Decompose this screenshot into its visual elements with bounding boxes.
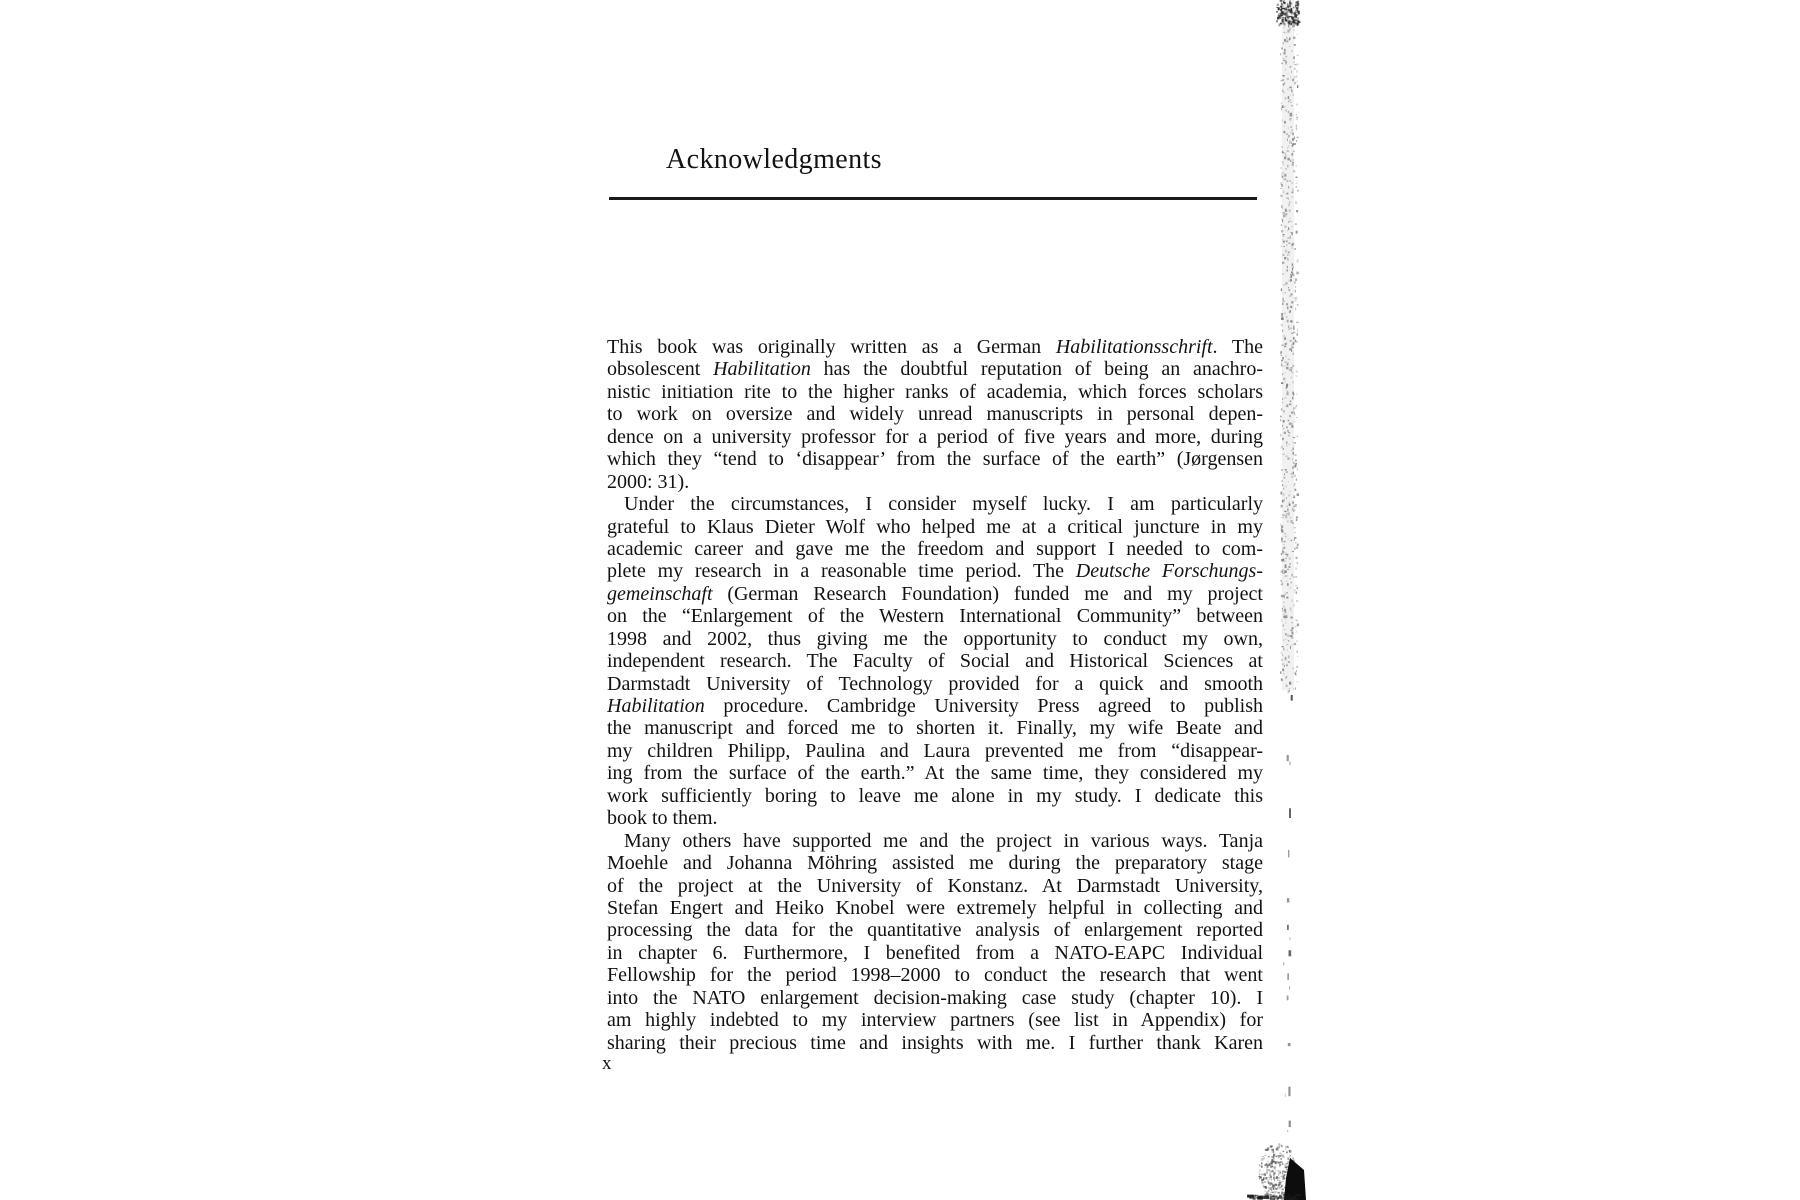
- text-line: obsolescent Habilitation has the doubtful reputation of being an anachro-: [607, 358, 1263, 381]
- text-line: sharing their precious time and insights with me. I further thank Karen: [607, 1031, 1263, 1054]
- text-line: of the project at the University of Konstanz. At Darmstadt University,: [607, 874, 1263, 897]
- text-line: Under the circumstances, I consider myself lucky. I am particularly: [624, 493, 1263, 516]
- page-number: x: [602, 1053, 612, 1074]
- text-line: into the NATO enlargement decision-making case study (chapter 10). I: [607, 986, 1263, 1009]
- text-line: ing from the surface of the earth.” At the same time, they considered my: [607, 762, 1263, 785]
- heading-rule: [609, 197, 1257, 200]
- text-line: Many others have supported me and the project in various ways. Tanja: [624, 829, 1263, 852]
- text-line: to work on oversize and widely unread manuscripts in personal depen-: [607, 403, 1263, 426]
- page-title: Acknowledgments: [666, 144, 882, 175]
- text-line: work sufficiently boring to leave me alone in my study. I dedicate this: [607, 784, 1263, 807]
- text-line: the manuscript and forced me to shorten it. Finally, my wife Beate and: [607, 717, 1263, 740]
- text-line: grateful to Klaus Dieter Wolf who helped me at a critical juncture in my: [607, 515, 1263, 538]
- text-line: This book was originally written as a German Habilitationsschrift. The: [607, 336, 1263, 358]
- text-line: dence on a university professor for a period of five years and more, during: [607, 425, 1263, 448]
- text-line: Darmstadt University of Technology provided for a quick and smooth: [607, 672, 1263, 695]
- text-line: 1998 and 2002, thus giving me the opportunity to conduct my own,: [607, 627, 1263, 650]
- text-line: gemeinschaft (German Research Foundation) funded me and my project: [607, 582, 1263, 605]
- text-line: processing the data for the quantitative analysis of enlargement reported: [607, 919, 1263, 942]
- text-line: on the “Enlargement of the Western International Community” between: [607, 605, 1263, 628]
- text-line: nistic initiation rite to the higher ranks of academia, which forces scholars: [607, 380, 1263, 403]
- body-text: [607, 336, 1263, 1054]
- text-line: 2000: 31).: [607, 470, 690, 493]
- text-line: my children Philipp, Paulina and Laura prevented me from “disappear-: [607, 739, 1263, 762]
- text-line: book to them.: [607, 807, 718, 830]
- text-line: which they “tend to ‘disappear’ from the surface of the earth” (Jørgensen: [607, 448, 1263, 471]
- text-line: Moehle and Johanna Möhring assisted me during the preparatory stage: [607, 852, 1263, 875]
- text-line: am highly indebted to my interview partners (see list in Appendix) for: [607, 1009, 1263, 1032]
- text-line: Stefan Engert and Heiko Knobel were extremely helpful in collecting and: [607, 896, 1263, 919]
- text-line: independent research. The Faculty of Social and Historical Sciences at: [607, 650, 1263, 673]
- text-line: academic career and gave me the freedom and support I needed to com-: [607, 537, 1263, 560]
- text-line: Fellowship for the period 1998–2000 to conduct the research that went: [607, 964, 1263, 987]
- page-corner-mark: [1284, 1158, 1306, 1200]
- text-line: in chapter 6. Furthermore, I benefited from a NATO-EAPC Individual: [607, 941, 1263, 964]
- text-line: Habilitation procedure. Cambridge University Press agreed to publish: [607, 695, 1263, 717]
- text-line: plete my research in a reasonable time period. The Deutsche Forschungs-: [607, 560, 1263, 583]
